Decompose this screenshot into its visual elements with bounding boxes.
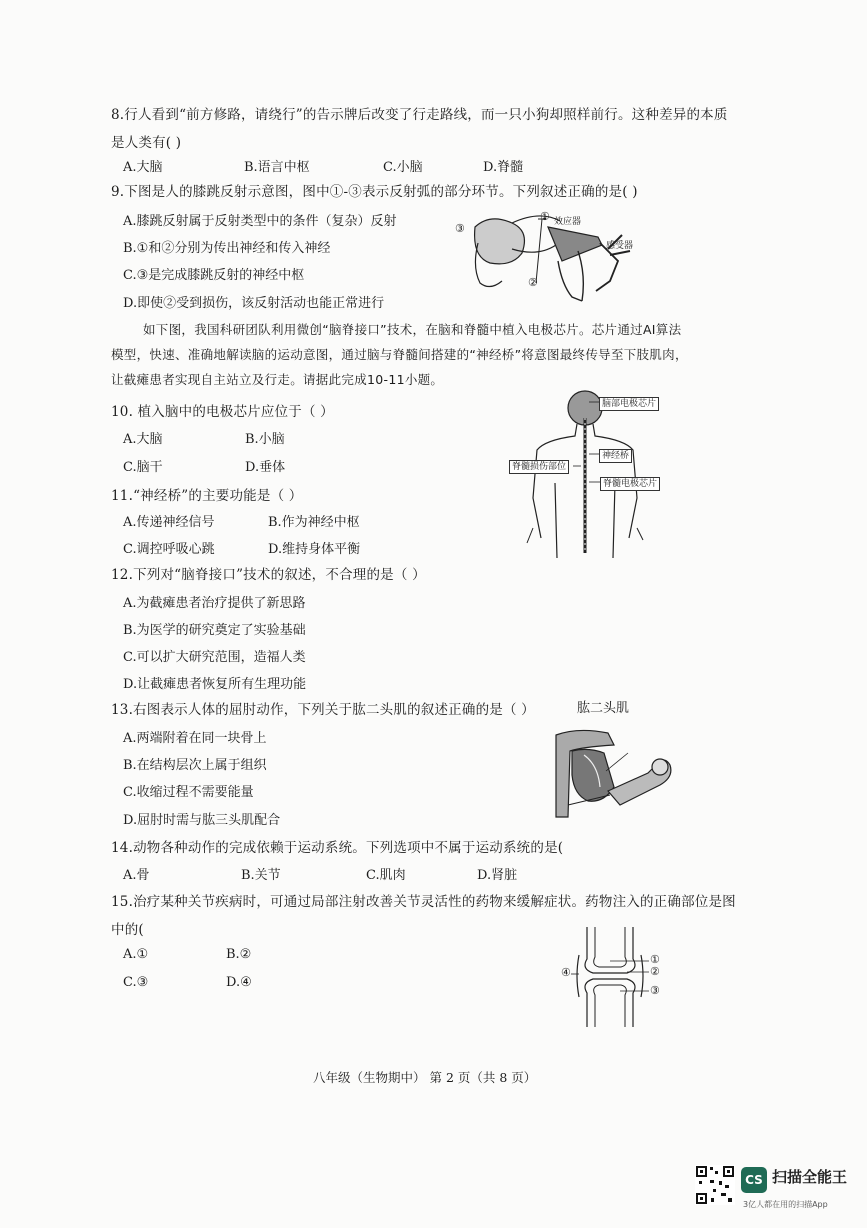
q15-option-c: C.③ bbox=[123, 975, 149, 990]
q8-option-b: B.语言中枢 bbox=[244, 160, 310, 175]
q12-option-d: D.让截瘫患者恢复所有生理功能 bbox=[123, 677, 307, 692]
q8-stem-line1: 8.行人看到“前方修路，请绕行”的告示牌后改变了行走路线，而一只小狗却照样前行。这种差异的本质 bbox=[111, 107, 728, 123]
label-nerve-bridge: 神经桥 bbox=[599, 449, 632, 463]
knee-label-3: ③ bbox=[455, 222, 465, 235]
q11-option-c: C.调控呼吸心跳 bbox=[123, 542, 215, 557]
q15-stem-line2: 中的( bbox=[111, 922, 144, 938]
q10-option-d: D.垂体 bbox=[245, 460, 286, 475]
q8-option-c: C.小脑 bbox=[383, 160, 423, 175]
q15-option-a: A.① bbox=[123, 947, 149, 962]
knee-label-effector: 效应器 bbox=[554, 217, 582, 227]
knee-label-1: ① bbox=[540, 210, 550, 223]
q12-option-a: A.为截瘫患者治疗提供了新思路 bbox=[123, 596, 306, 611]
q13-figure-title: 肱二头肌 bbox=[577, 701, 630, 716]
q13-stem: 13.右图表示人体的屈肘动作，下列关于肱二头肌的叙述正确的是（ ） bbox=[111, 702, 535, 718]
q10-option-c: C.脑干 bbox=[123, 460, 163, 475]
label-injury-site: 脊髓损伤部位 bbox=[509, 460, 569, 474]
knee-label-receptor: 感受器 bbox=[606, 241, 634, 251]
q8-stem-line2: 是人类有( ) bbox=[111, 135, 182, 151]
q15-stem-line1: 15.治疗某种关节疾病时，可通过局部注射改善关节灵活性的药物来缓解症状。药物注入的正确部位是图 bbox=[111, 894, 736, 910]
joint-label-4: ④ bbox=[561, 966, 571, 979]
watermark-subtitle: 3亿人都在用的扫描App bbox=[743, 1200, 828, 1209]
q9-option-d: D.即使②受到损伤，该反射活动也能正常进行 bbox=[123, 296, 385, 311]
q8-option-d: D.脊髓 bbox=[483, 160, 524, 175]
q13-option-d: D.屈肘时需与肱三头肌配合 bbox=[123, 813, 281, 828]
q13-option-a: A.两端附着在同一块骨上 bbox=[123, 731, 267, 746]
q15-option-d: D.④ bbox=[226, 975, 252, 990]
intro-line3: 让截瘫患者实现自主站立及行走。请据此完成10-11小题。 bbox=[111, 372, 444, 387]
qr-code-icon bbox=[695, 1165, 735, 1205]
q9-option-b: B.①和②分别为传出神经和传入神经 bbox=[123, 241, 331, 256]
knee-label-2: ② bbox=[528, 276, 538, 289]
q10-option-b: B.小脑 bbox=[245, 432, 285, 447]
q10-stem: 10. 植入脑中的电极芯片应位于（ ） bbox=[111, 404, 334, 420]
q13-option-b: B.在结构层次上属于组织 bbox=[123, 758, 267, 773]
intro-line1: 如下图，我国科研团队利用微创“脑脊接口”技术，在脑和脊髓中植入电极芯片。芯片通过AI算法 bbox=[143, 322, 682, 337]
body-back-drawing bbox=[505, 388, 705, 563]
watermark-title: 扫描全能王 bbox=[772, 1168, 848, 1186]
q11-option-a: A.传递神经信号 bbox=[123, 515, 215, 530]
q11-option-d: D.维持身体平衡 bbox=[268, 542, 361, 557]
q12-option-c: C.可以扩大研究范围，造福人类 bbox=[123, 650, 306, 665]
label-brain-chip: 脑部电极芯片 bbox=[599, 397, 659, 411]
joint-label-3: ③ bbox=[650, 984, 660, 997]
joint-label-1: ① bbox=[650, 953, 660, 966]
label-spinal-chip: 脊髓电极芯片 bbox=[600, 477, 660, 491]
q11-stem: 11.“神经桥”的主要功能是（ ） bbox=[111, 488, 303, 504]
q9-option-a: A.膝跳反射属于反射类型中的条件（复杂）反射 bbox=[123, 214, 397, 229]
q12-option-b: B.为医学的研究奠定了实验基础 bbox=[123, 623, 306, 638]
q11-option-b: B.作为神经中枢 bbox=[268, 515, 360, 530]
q15-option-b: B.② bbox=[226, 947, 252, 962]
q9-stem: 9.下图是人的膝跳反射示意图，图中①-③表示反射弧的部分环节。下列叙述正确的是( ) bbox=[111, 184, 638, 200]
q10-option-a: A.大脑 bbox=[123, 432, 163, 447]
q14-option-a: A.骨 bbox=[123, 868, 150, 883]
q13-option-c: C.收缩过程不需要能量 bbox=[123, 785, 254, 800]
q14-option-d: D.肾脏 bbox=[477, 868, 518, 883]
q14-stem: 14.动物各种动作的完成依赖于运动系统。下列选项中不属于运动系统的是( bbox=[111, 840, 564, 856]
q12-stem: 12.下列对“脑脊接口”技术的叙述，不合理的是（ ） bbox=[111, 567, 426, 583]
q14-option-b: B.关节 bbox=[241, 868, 281, 883]
page-footer: 八年级（生物期中） 第 2 页（共 8 页） bbox=[313, 1070, 537, 1085]
q8-option-a: A.大脑 bbox=[123, 160, 163, 175]
knee-reflex-drawing bbox=[450, 205, 650, 305]
cs-logo: CS bbox=[741, 1167, 767, 1193]
arm-flexion-drawing bbox=[548, 725, 688, 820]
joint-drawing bbox=[565, 925, 665, 1035]
joint-label-2: ② bbox=[650, 965, 660, 978]
q14-option-c: C.肌肉 bbox=[366, 868, 406, 883]
q9-option-c: C.③是完成膝跳反射的神经中枢 bbox=[123, 268, 305, 283]
intro-line2: 模型，快速、准确地解读脑的运动意图，通过脑与脊髓间搭建的“神经桥”将意图最终传导至下肢肌肉， bbox=[111, 347, 688, 362]
